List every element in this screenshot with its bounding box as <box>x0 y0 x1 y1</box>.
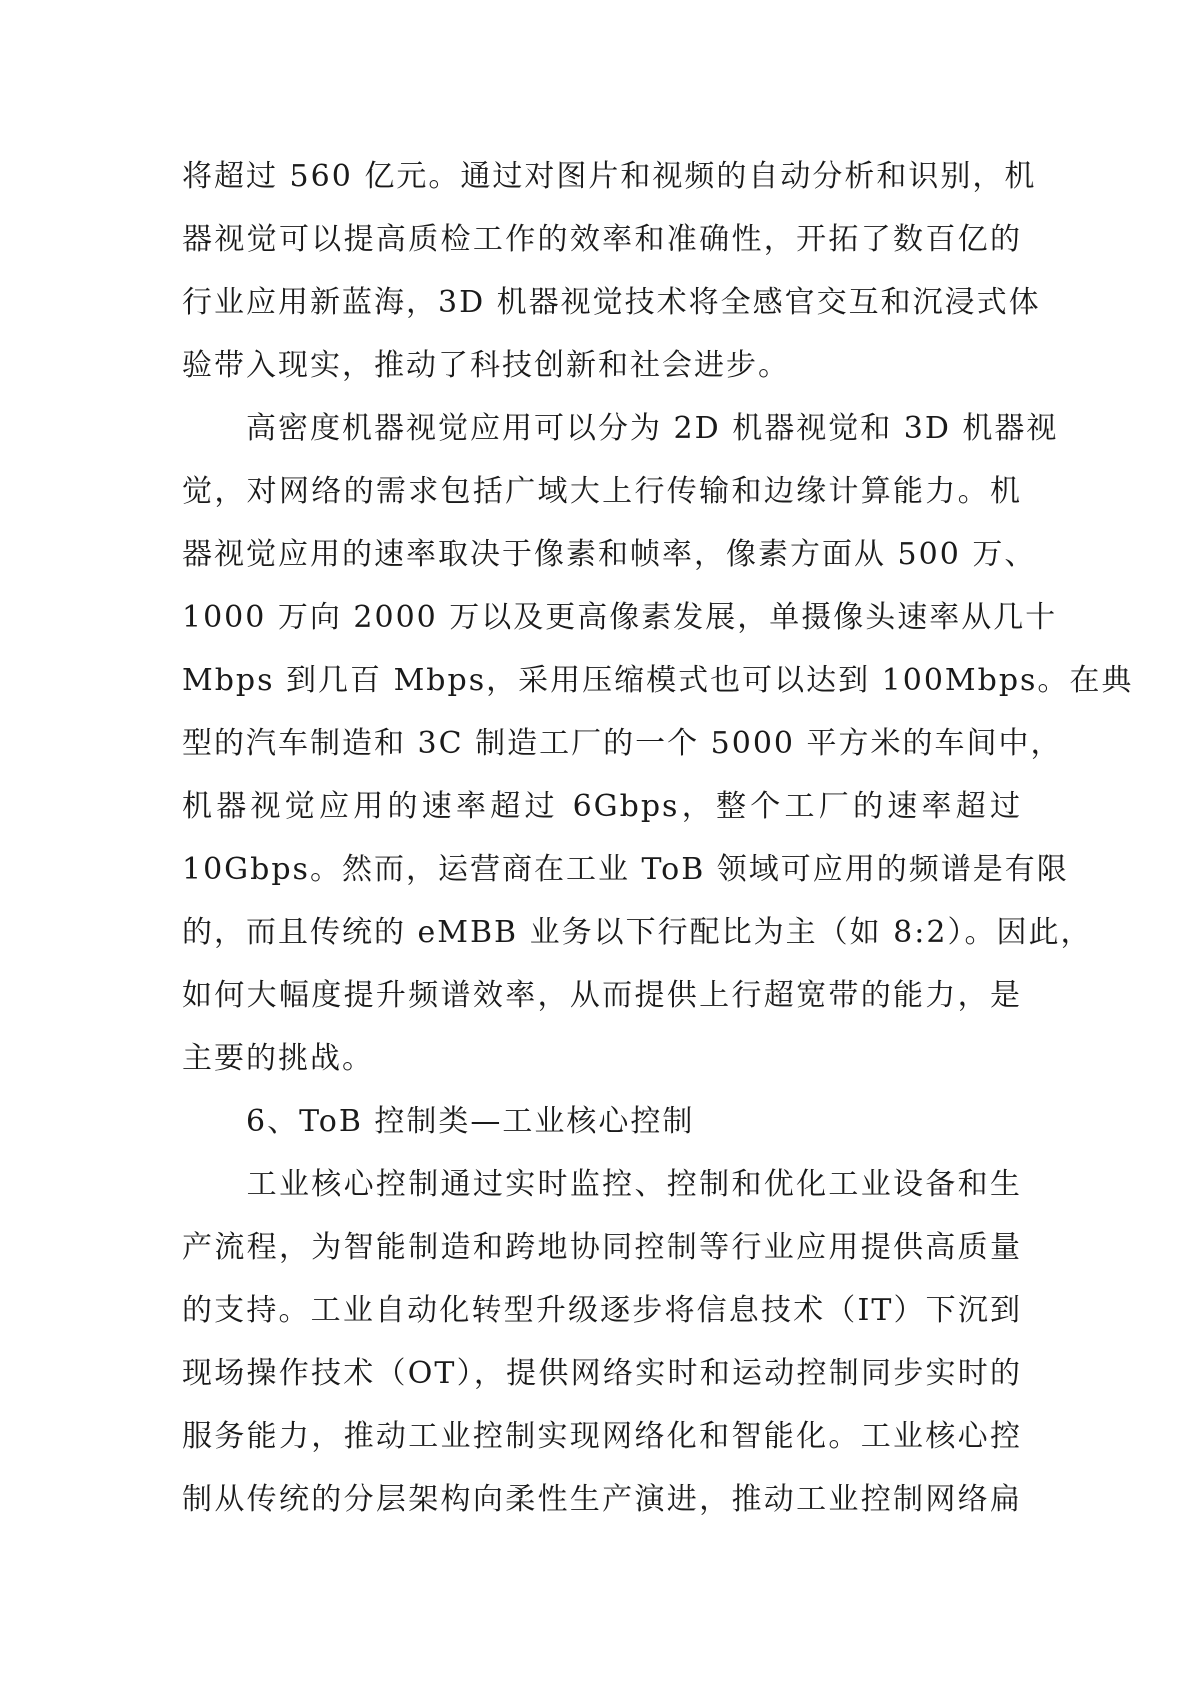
text-line: 的支持。工业自动化转型升级逐步将信息技术（IT）下沉到 <box>182 1293 1022 1328</box>
text-line: 验带入现实，推动了科技创新和社会进步。 <box>182 348 790 383</box>
section-heading: 6、ToB 控制类—工业核心控制 <box>182 1104 695 1139</box>
text-line: 行业应用新蓝海，3D 机器视觉技术将全感官交互和沉浸式体 <box>182 285 1041 320</box>
text-line: 器视觉可以提高质检工作的效率和准确性，开拓了数百亿的 <box>182 222 1022 257</box>
text-line: 的，而且传统的 eMBB 业务以下行配比为主（如 8:2）。因此， <box>182 915 1093 950</box>
text-line: 机器视觉应用的速率超过 6Gbps，整个工厂的速率超过 <box>182 789 1022 824</box>
text-line: 器视觉应用的速率取决于像素和帧率，像素方面从 500 万、 <box>182 537 1037 572</box>
text-line: 现场操作技术（OT），提供网络实时和运动控制同步实时的 <box>182 1356 1022 1391</box>
text-line: 服务能力，推动工业控制实现网络化和智能化。工业核心控 <box>182 1419 1022 1454</box>
text-line: 产流程，为智能制造和跨地协同控制等行业应用提供高质量 <box>182 1230 1022 1265</box>
text-line: 10Gbps。然而，运营商在工业 ToB 领域可应用的频谱是有限 <box>182 852 1069 887</box>
text-line: 制从传统的分层架构向柔性生产演进，推动工业控制网络扁 <box>182 1482 1022 1517</box>
text-line: Mbps 到几百 Mbps，采用压缩模式也可以达到 100Mbps。在典 <box>182 663 1134 698</box>
text-line: 工业核心控制通过实时监控、控制和优化工业设备和生 <box>182 1167 1022 1202</box>
text-line: 如何大幅度提升频谱效率，从而提供上行超宽带的能力，是 <box>182 978 1022 1013</box>
text-line: 觉，对网络的需求包括广域大上行传输和边缘计算能力。机 <box>182 474 1022 509</box>
text-line: 将超过 560 亿元。通过对图片和视频的自动分析和识别，机 <box>182 159 1037 194</box>
text-line: 高密度机器视觉应用可以分为 2D 机器视觉和 3D 机器视 <box>182 411 1059 446</box>
text-line: 型的汽车制造和 3C 制造工厂的一个 5000 平方米的车间中， <box>182 726 1063 761</box>
text-line: 1000 万向 2000 万以及更高像素发展，单摄像头速率从几十 <box>182 600 1058 635</box>
body-text <box>182 145 1134 1531</box>
text-line: 主要的挑战。 <box>182 1041 374 1076</box>
